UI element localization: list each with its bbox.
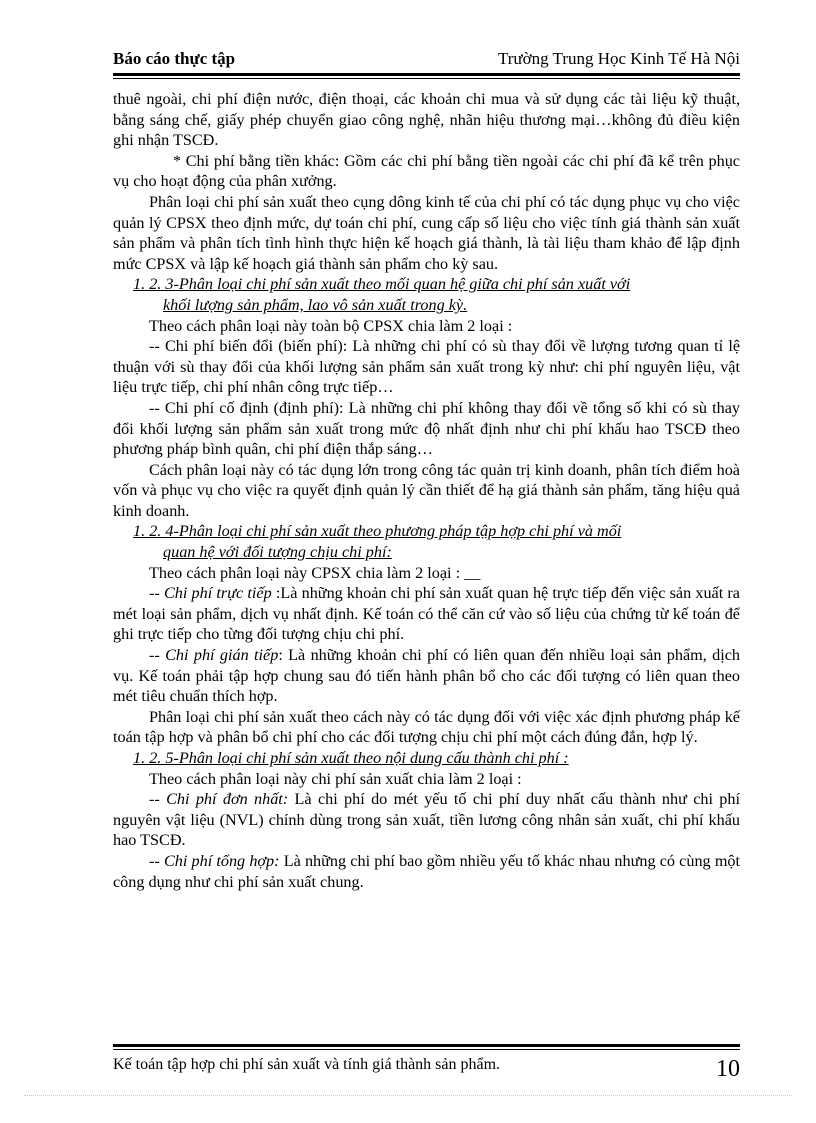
term-label: -- Chi phí trực tiếp: [149, 584, 272, 603]
paragraph: -- Chi phí cố định (định phí): Là những chi phí không thay đổi về tổng số khi có sù thay đổi khối lượng sản phẩm sản xuất trong mức độ nhất định như chi phí khấu hao TSCĐ theo phương pháp bình quân, chi phí điện thắp sáng…: [113, 398, 740, 459]
footer-rule-thin: [113, 1049, 740, 1050]
footer-rule-thick: [113, 1044, 740, 1047]
paragraph: [113, 789, 740, 851]
section-heading-1-2-3: [113, 274, 740, 315]
term-text: : Là những khoản chi phí có liên quan đến nhiều loại sản phẩm, dịch vụ. Kế toán phải tập hợp chung sau đó tiến hành phân bổ cho các đối tượng có liên quan theo mét tiêu chuẩn thích hợp.: [113, 646, 741, 706]
paragraph: Cách phân loại này có tác dụng lớn trong công tác quản trị kinh doanh, phân tích điểm hoà vốn và phục vụ cho việc ra quyết định quản lý cần thiết để hạ giá thành sản phẩm, tăng hiệu quả kinh doanh.: [113, 460, 740, 520]
header-report-title: Báo cáo thực tập: [113, 49, 236, 68]
header-rule-thin: [113, 78, 740, 79]
section-heading-1-2-4: [113, 521, 740, 562]
term-text: Là những chi phí bao gồm nhiều yếu tố khác nhau nhưng có cùng một công dụng như chi phí sản xuất chung.: [113, 851, 740, 891]
paragraph: [113, 645, 740, 707]
paragraph: [113, 851, 740, 892]
paragraph: Phân loại chi phí sản xuất theo cụng dông kinh tế của chi phí có tác dụng phục vụ cho việc quản lý CPSX theo định mức, dự toán chi phí, cung cấp số liệu cho việc tính giá thành sản xuất sản phẩm và phân tích tình hình thực hiện kế hoạch giá thành, là tài liệu tham khảo để lập định mức CPSX và lập kế hoạch giá thành sản phẩm cho kỳ sau.: [113, 192, 740, 273]
paragraph: -- Chi phí biến đổi (biến phí): Là những chi phí có sù thay đổi về lượng tương quan tỉ lệ thuận với sù thay đổi của khối lượng sản phẩm sản xuất trong kỳ như: chi phí nguyên liệu, vật liệu trực tiếp, chi phí nhân công trực tiếp…: [113, 337, 740, 397]
heading-line: 1. 2. 3-Phân loại chi phí sản xuất theo mối quan hệ giữa chi phí sản xuất với: [133, 275, 631, 294]
paragraph: Theo cách phân loại này toàn bộ CPSX chia làm 2 loại :: [149, 316, 513, 335]
term-label: -- Chi phí đơn nhất:: [149, 790, 289, 809]
heading-line: 1. 2. 4-Phân loại chi phí sản xuất theo phương pháp tập hợp chi phí và mối: [133, 522, 622, 541]
document-body: [113, 89, 740, 892]
heading-line: quan hệ với đối tượng chịu chi phí:: [163, 543, 392, 562]
paragraph: [113, 583, 740, 645]
paragraph: Phân loại chi phí sản xuất theo cách này có tác dụng đối với việc xác định phương pháp kế toán tập hợp và phân bổ chi phí cho các đối tượng chịu chi phí một cách đúng đắn, hợp lý.: [113, 707, 740, 747]
section-heading-1-2-5: 1. 2. 5-Phân loại chi phí sản xuất theo nội dung cấu thành chi phí :: [133, 749, 569, 767]
heading-line: khối lượng sản phẩm, lao vô sản xuất trong kỳ.: [163, 295, 468, 314]
paragraph: * Chi phí bằng tiền khác: Gồm các chi phí bằng tiền ngoài các chi phí đã kể trên phục vụ cho hoạt động của phân xưởng.: [113, 151, 740, 191]
term-label: -- Chi phí gián tiếp: [149, 646, 279, 665]
header-school-name: Trường Trung Học Kinh Tế Hà Nội: [497, 49, 740, 68]
footer-title: Kế toán tập hợp chi phí sản xuất và tính giá thành sản phẩm.: [113, 1056, 501, 1073]
page-header: [113, 47, 740, 71]
paragraph: Theo cách phân loại này chi phí sản xuất chia làm 2 loại :: [149, 769, 522, 788]
page-number: 10: [716, 1056, 740, 1082]
header-rule-thick: [113, 73, 740, 76]
term-text: Là chi phí do mét yếu tố chi phí duy nhất cấu thành như chi phí nguyên vật liệu (NVL) chính dùng trong sản xuất, tiền lương công nhân sản xuất, chi phí khấu hao TSCĐ.: [113, 790, 740, 850]
paragraph: Theo cách phân loại này CPSX chia làm 2 loại : __: [149, 563, 481, 582]
term-label: -- Chi phí tổng hợp:: [149, 851, 280, 870]
paragraph: thuê ngoài, chi phí điện nước, điện thoại, các khoản chi mua và sử dụng các tài liệu kỹ thuật, bằng sáng chế, giấy phép chuyển giao công nghệ, nhãn hiệu thương mại…không đủ điều kiện ghi nhận TSCĐ.: [113, 90, 740, 150]
page-footer: [113, 1054, 740, 1084]
page-bottom-dotted-line: [24, 1095, 792, 1096]
term-text: :Là những khoản chi phí sản xuất quan hệ trực tiếp đến việc sản xuất ra mét loại sản phẩm, dịch vụ nhất định. Kế toán có thể căn cứ vào số liệu của chứng từ kế toán để ghi trực tiếp cho từng đối tượng chịu chi phí.: [113, 584, 740, 644]
